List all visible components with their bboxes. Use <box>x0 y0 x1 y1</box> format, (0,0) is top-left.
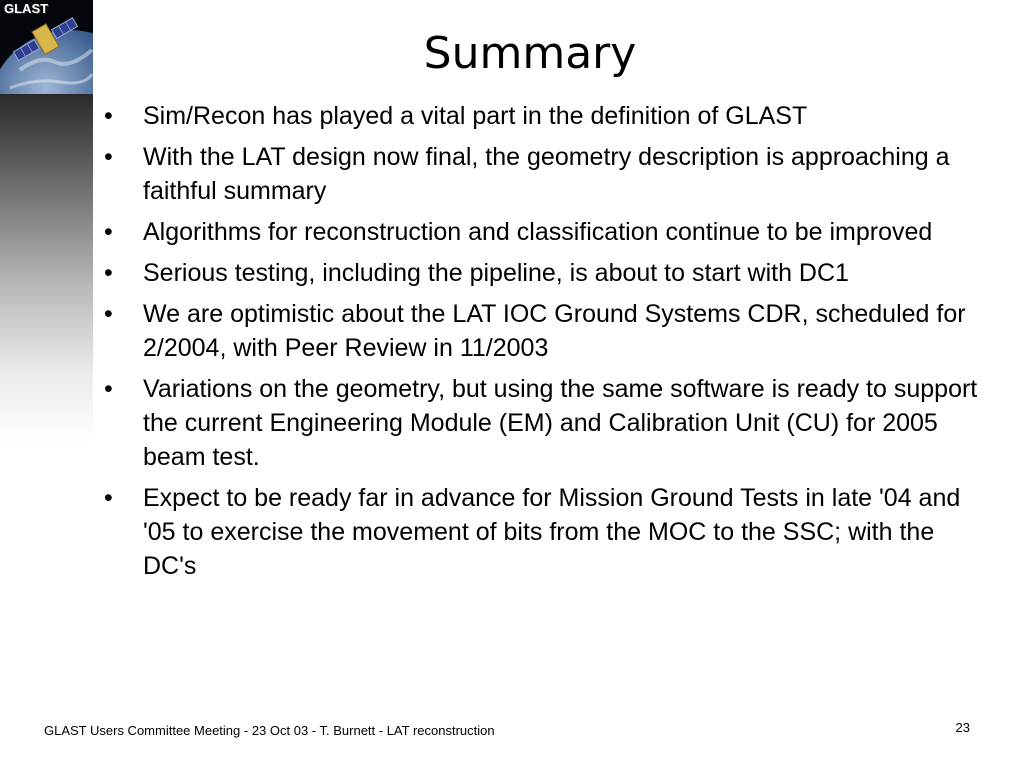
bullet-list <box>104 99 984 590</box>
logo-text: GLAST <box>4 1 49 16</box>
bullet-marker: • <box>104 259 113 287</box>
bullet-item <box>104 256 984 290</box>
bullet-marker: • <box>104 300 113 328</box>
bullet-marker: • <box>104 375 113 403</box>
footer-text: GLAST Users Committee Meeting - 23 Oct 03 - T. Burnett - LAT reconstruction <box>44 723 495 738</box>
bullet-item <box>104 372 984 474</box>
slide-title: Summary <box>423 28 637 79</box>
bullet-marker: • <box>104 218 113 246</box>
page-number: 23 <box>955 720 970 735</box>
bullet-text: We are optimistic about the LAT IOC Ground Systems CDR, scheduled for 2/2004, with Peer Review in 11/2003 <box>143 300 966 362</box>
bullet-item <box>104 99 984 133</box>
bullet-marker: • <box>104 143 113 171</box>
bullet-text: Expect to be ready far in advance for Mission Ground Tests in late '04 and '05 to exercise the movement of bits from the MOC to the SSC; with the DC's <box>143 484 961 580</box>
bullet-marker: • <box>104 484 113 512</box>
bullet-text: Variations on the geometry, but using the same software is ready to support the current Engineering Module (EM) and Calibration Unit (CU) for 2005 beam test. <box>143 375 978 471</box>
bullet-item <box>104 215 984 249</box>
bullet-text: Algorithms for reconstruction and classification continue to be improved <box>143 218 933 246</box>
bullet-marker: • <box>104 102 113 130</box>
bullet-text: Sim/Recon has played a vital part in the definition of GLAST <box>143 102 808 130</box>
bullet-text: With the LAT design now final, the geometry description is approaching a faithful summary <box>143 143 950 205</box>
side-gradient-strip <box>0 94 93 444</box>
bullet-item <box>104 297 984 365</box>
bullet-text: Serious testing, including the pipeline, is about to start with DC1 <box>143 259 849 287</box>
bullet-item <box>104 140 984 208</box>
bullet-item <box>104 481 984 583</box>
